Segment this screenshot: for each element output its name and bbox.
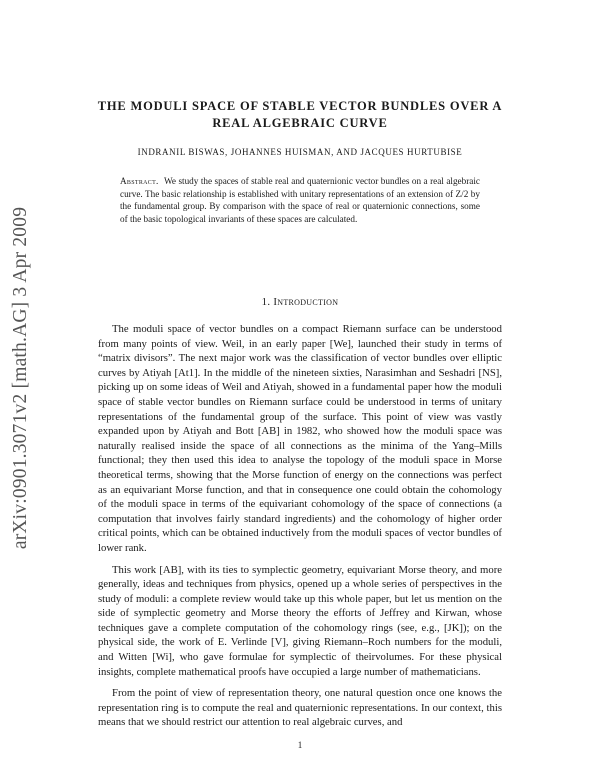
section-number: 1. xyxy=(261,296,271,308)
section-title-text: Introduction xyxy=(273,296,339,308)
abstract-text: We study the spaces of stable real and quaternionic vector bundles on a real algebraic curve. The basic relationship is established with unitary representations of an extension of Z/2 by the fundamental group. By comparison with the space of real or quaternionic connections, some of the basic topological invariants of these spaces are calculated. xyxy=(120,176,480,224)
paragraph-3: From the point of view of representation theory, one natural question once one knows the representation ring is to compute the real and quaternionic representations. In our context, this means that we should restrict our attention to real algebraic curves, and xyxy=(98,687,502,729)
paper-title: THE MODULI SPACE OF STABLE VECTOR BUNDLES OVER A REAL ALGEBRAIC CURVE xyxy=(97,99,503,130)
arxiv-identifier-stamp xyxy=(6,185,36,570)
paper-authors: INDRANIL BISWAS, JOHANNES HUISMAN, AND JACQUES HURTUBISE xyxy=(137,147,463,157)
abstract-block xyxy=(120,175,480,225)
paragraph-1: The moduli space of vector bundles on a compact Riemann surface can be understood from many points of view. Weil, in an early paper [We], launched their study in terms of “matrix divisors”. The next major work was the classification of vector bundles over elliptic curves by Atiyah [At1]. In the middle of the nineteen sixties, Narasimhan and Seshadri [NS], picking up on some ideas of Weil and Atiyah, showed in a fundamental paper how the moduli space of stable vector bundles on Riemann surface could be understood in terms of unitary representations of the fundamental group of the surface. This point of view was vastly expanded upon by Atiyah and Bott [AB] in 1982, who showed how the moduli space was naturally realised inside the space of all connections as the minima of the Yang–Mills functional; they then used this idea to analyse the topology of the moduli space in Morse theoretical terms, showing that the Morse function of energy on the connections was perfect as an equivariant Morse function, and that in consequence one could obtain the cohomology of the moduli space in terms of the equivariant cohomology of the space of connections (a computation that involves fairly standard ingredients) and the cohomology of higher order critical points, which can be obtained inductively from the moduli spaces of vector bundles of lower rank. xyxy=(98,323,502,554)
page-number: 1 xyxy=(297,740,303,750)
section-heading xyxy=(90,296,510,308)
abstract-label: Abstract. xyxy=(120,176,159,186)
paragraph-2: This work [AB], with its ties to symplectic geometry, equivariant Morse theory, and more generally, ideas and techniques from physics, opened up a whole series of perspectives in the study of moduli: a complete review would take up this whole paper, but let us mention on the side of symplectic geometry and Morse theory the efforts of Jeffrey and Kirwan, whose techniques gave a complete computation of the cohomology rings (see, e.g., [JK]); on the physical side, the work of E. Verlinde [V], giving Riemann–Roch numbers for the moduli, and Witten [Wi], who gave formulae for symplectic of theirvolumes. For these physical insights, complete mathematical proofs have occupied a large number of mathematicians. xyxy=(98,563,502,678)
arxiv-identifier-text: arXiv:0901.3071v2 [math.AG] 3 Apr 2009 xyxy=(10,206,31,549)
body-text xyxy=(98,322,502,737)
